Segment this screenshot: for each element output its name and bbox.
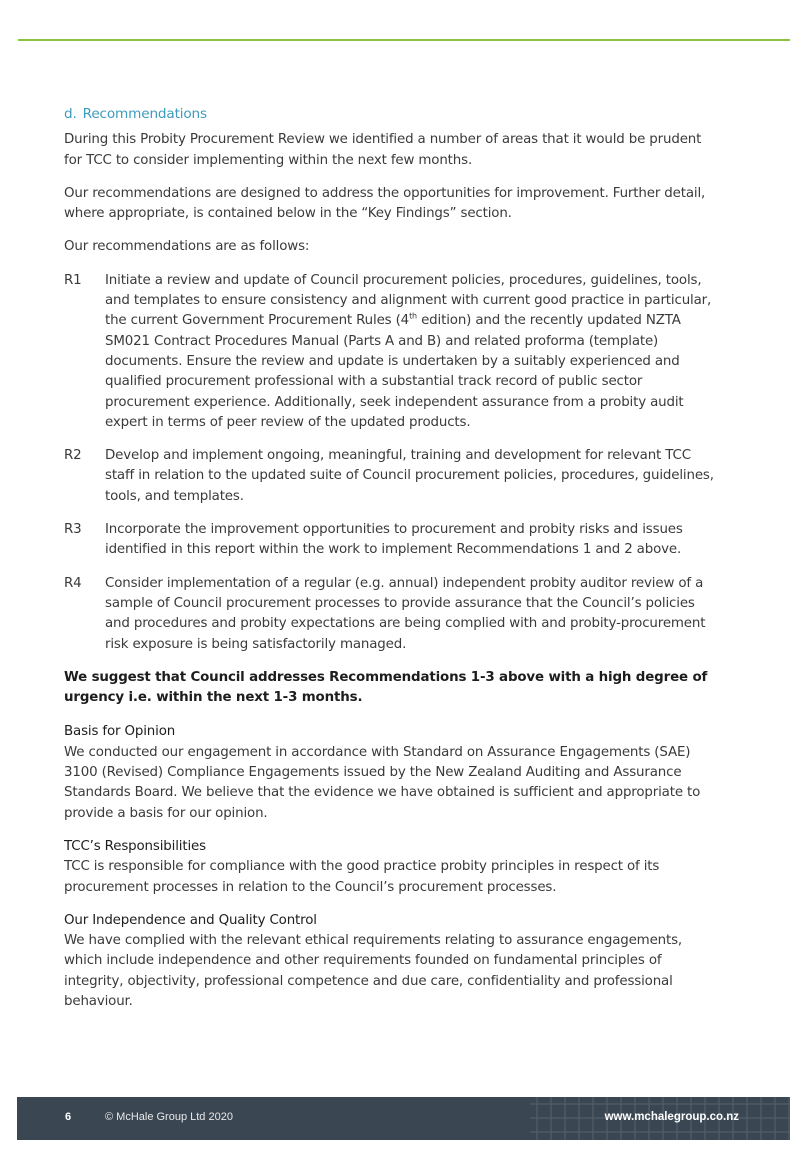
recommendation-r3 <box>64 520 714 561</box>
recommendation-r2 <box>64 446 714 507</box>
basis-text: We conducted our engagement in accordance with Standard on Assurance Engagements (SAE) 3100 (Revised) Compliance Engagements issued by the New Zealand Auditing and Assurance Standards Board. We believe that the evidence we have obtained is sufficient and appropriate to provide a basis for our opinion. <box>64 744 701 821</box>
intro-paragraph-2: Our recommendations are designed to address the opportunities for improvement. Further detail, where appropriate, is contained below in the “Key Findings” section. <box>64 185 706 222</box>
independence-section <box>64 911 714 1012</box>
recommendation-id: R2 <box>64 448 82 464</box>
section-number: d. <box>64 106 77 122</box>
header-rule <box>18 39 790 41</box>
recommendation-text-part: edition) and the recently updated NZTA SM021 Contract Procedures Manual (Parts A and B) and related proforma (template) documents. Ensure the review and update is undertaken by a suitably experienced and qualified procurement professional with a substantial track record of public sector procurement experience. Additionally, seek independent assurance from a probity audit expert in terms of peer review of the updated products. <box>105 313 684 430</box>
recommendation-text <box>105 271 714 433</box>
recommendation-id: R4 <box>64 575 82 591</box>
responsibilities-heading: TCC’s Responsibilities <box>64 838 206 854</box>
independence-heading: Our Independence and Quality Control <box>64 912 317 928</box>
ordinal-suffix: th <box>409 311 417 321</box>
basis-heading: Basis for Opinion <box>64 724 176 740</box>
recommendation-id: R3 <box>64 522 82 538</box>
website-link[interactable]: www.mchalegroup.co.nz <box>604 1111 739 1123</box>
page-number: 6 <box>65 1111 72 1123</box>
recommendation-text-part: Initiate a review and update of Council procurement policies, procedures, guidelines, tools, and templates to ensure consistency and alignment with current good practice in particular, the current Government Procurement Rules (4 <box>105 272 712 329</box>
page-content <box>64 104 714 1025</box>
independence-text: We have complied with the relevant ethical requirements relating to assurance engagements, which include independence and other requirements founded on fundamental principles of integrity, objectivity, professional competence and due care, confidentiality and professional behaviour. <box>64 933 683 1009</box>
intro-paragraph-3: Our recommendations are as follows: <box>64 239 310 255</box>
recommendation-text: Incorporate the improvement opportunities to procurement and probity risks and issues identified in this report within the work to implement Recommendations 1 and 2 above. <box>105 522 683 558</box>
section-heading <box>64 104 714 124</box>
responsibilities-section <box>64 837 714 898</box>
recommendation-text: Consider implementation of a regular (e.g. annual) independent probity auditor review of a sample of Council procurement processes to provide assurance that the Council’s policies and procedures and probity expectations are being complied with and probity-procurement risk exposure is being satisfactorily managed. <box>105 575 706 652</box>
basis-section <box>64 722 714 823</box>
recommendation-text: Develop and implement ongoing, meaningful, training and development for relevant TCC staff in relation to the updated suite of Council procurement policies, procedures, guidelines, tools, and templates. <box>105 448 714 504</box>
urgency-note: We suggest that Council addresses Recommendations 1-3 above with a high degree of urgency i.e. within the next 1-3 months. <box>64 669 708 706</box>
section-title: Recommendations <box>82 106 207 122</box>
intro-paragraph-1: During this Probity Procurement Review we identified a number of areas that it would be prudent for TCC to consider implementing within the next few months. <box>64 132 702 168</box>
recommendation-r4 <box>64 574 714 655</box>
recommendation-id: R1 <box>64 272 82 288</box>
responsibilities-text: TCC is responsible for compliance with the good practice probity principles in respect of its procurement processes in relation to the Council’s procurement processes. <box>64 859 660 895</box>
recommendation-r1 <box>64 271 714 433</box>
copyright-text: © McHale Group Ltd 2020 <box>105 1111 233 1123</box>
page-footer <box>17 1097 790 1140</box>
